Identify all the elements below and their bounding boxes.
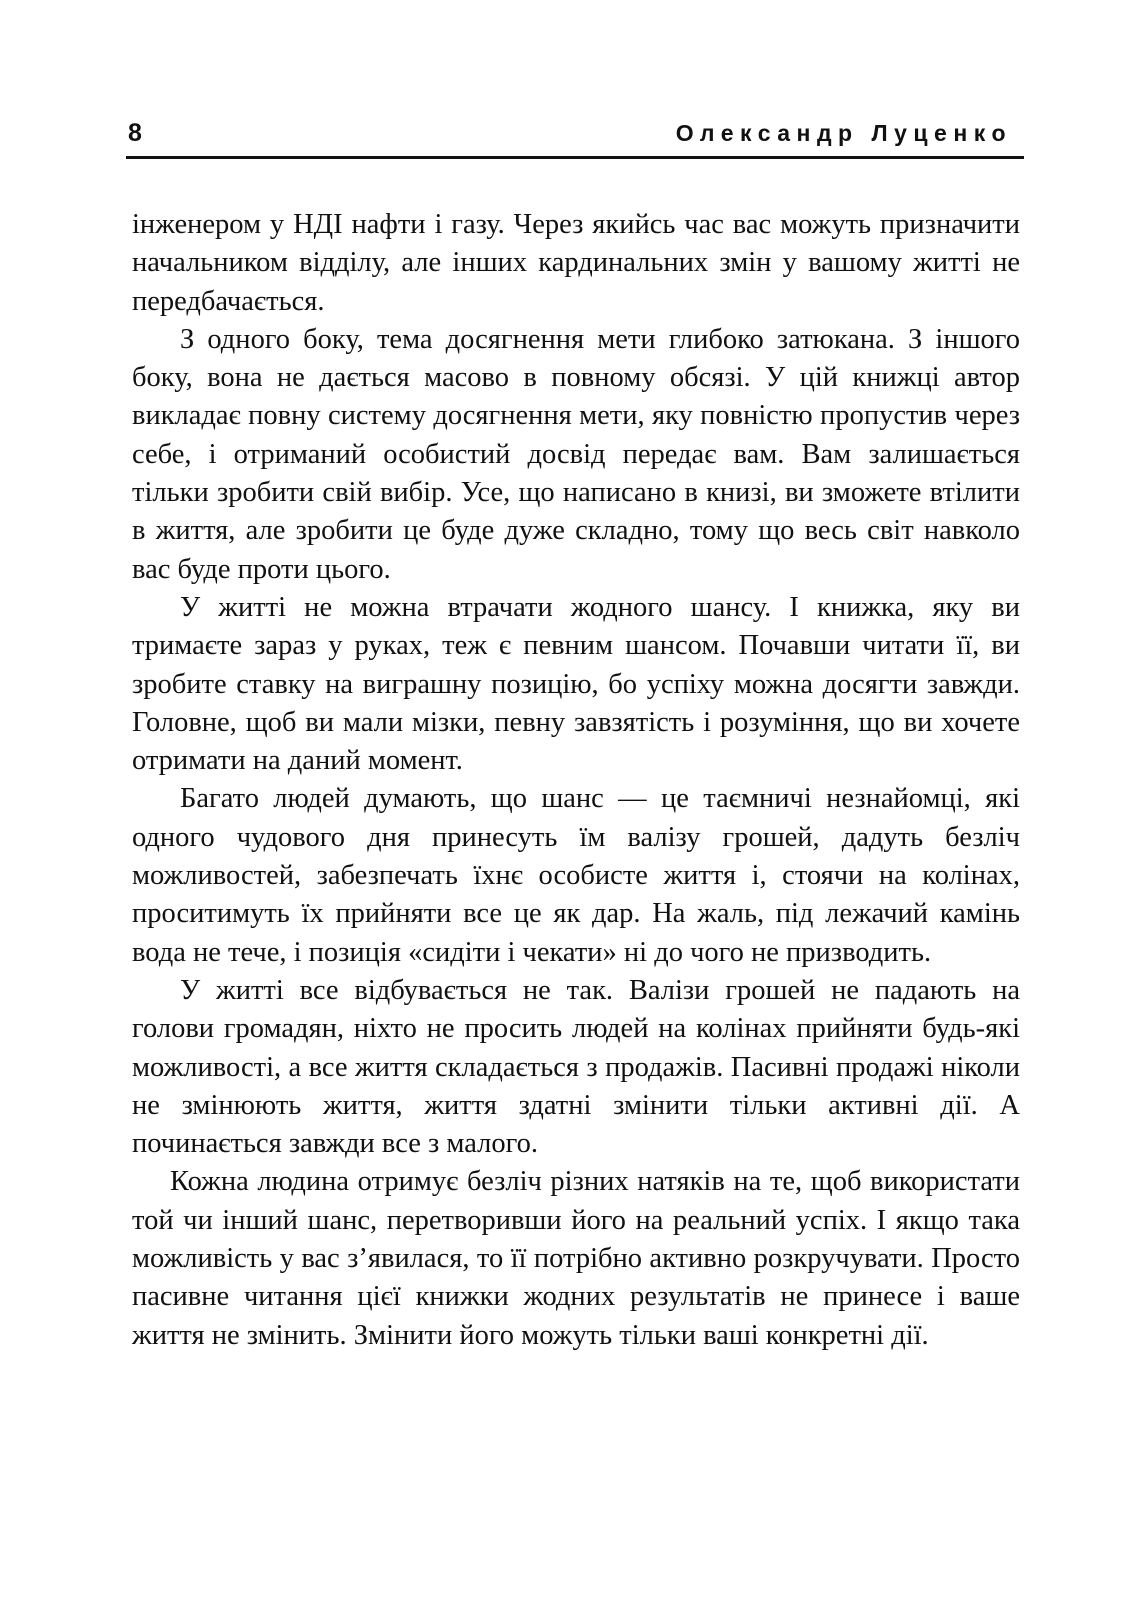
paragraph: Кожна людина отримує безліч різних натяків на те, щоб використати той чи інший шанс, перетворивши його на реальний успіх. І якщо така можливість у вас з’явилася, то її потрібно активно розкручувати. Просто пасивне читання цієї книжки жодних результатів не принесе і ваше життя не змінить. Змінити його можуть тільки ваші конкретні дії. <box>132 1166 1020 1351</box>
paragraph: У житті не можна втрачати жодного шансу. І книжка, яку ви тримаєте зараз у руках, теж є певним шансом. Почавши читати її, ви зробите ставку на виграшну позицію, бо успіху можна досягти завжди. Головне, щоб ви мали мізки, певну завзятість і розуміння, що ви хочете отримати на даний момент. <box>132 591 1020 777</box>
body-text <box>132 206 1020 1355</box>
page-number: 8 <box>128 119 142 147</box>
running-header <box>126 116 1024 159</box>
paragraph: У житті все відбувається не так. Валізи грошей не падають на голови громадян, ніхто не просить людей на колінах прийняти будь-які можливості, а все життя складається з продажів. Пасивні продажі ніколи не змінюють життя, життя здатні змінити тільки активні дії. А починається завжди все з малого. <box>132 974 1020 1160</box>
paragraph: інженером у НДІ нафти і газу. Через якийсь час вас можуть призначити начальником відділу, але інших кардинальних змін у вашому житті не передбачається. <box>132 209 1020 317</box>
running-header-author: Олександр Луценко <box>675 120 1012 146</box>
paragraph: Багато людей думають, що шанс — це таємничі незнайомці, які одного чудового дня принесуть їм валізу грошей, дадуть безліч можливостей, забезпечать їхнє особисте життя і, стоячи на колінах, проситимуть їх прийняти все це як дар. На жаль, під лежачий камінь вода не тече, і позиція «сидіти і чекати» ні до чого не призводить. <box>132 783 1020 968</box>
paragraph: З одного боку, тема досягнення мети глибоко затюкана. З іншого боку, вона не дається масово в повному обсязі. У цій книжці автор викладає повну систему досягнення мети, яку повністю пропустив через себе, і отриманий особистий досвід передає вам. Вам залишається тільки зробити свій вибір. Усе, що написано в книзі, ви зможете втілити в життя, але зробити це буде дуже складно, тому що весь світ навколо вас буде проти цього. <box>132 323 1020 585</box>
